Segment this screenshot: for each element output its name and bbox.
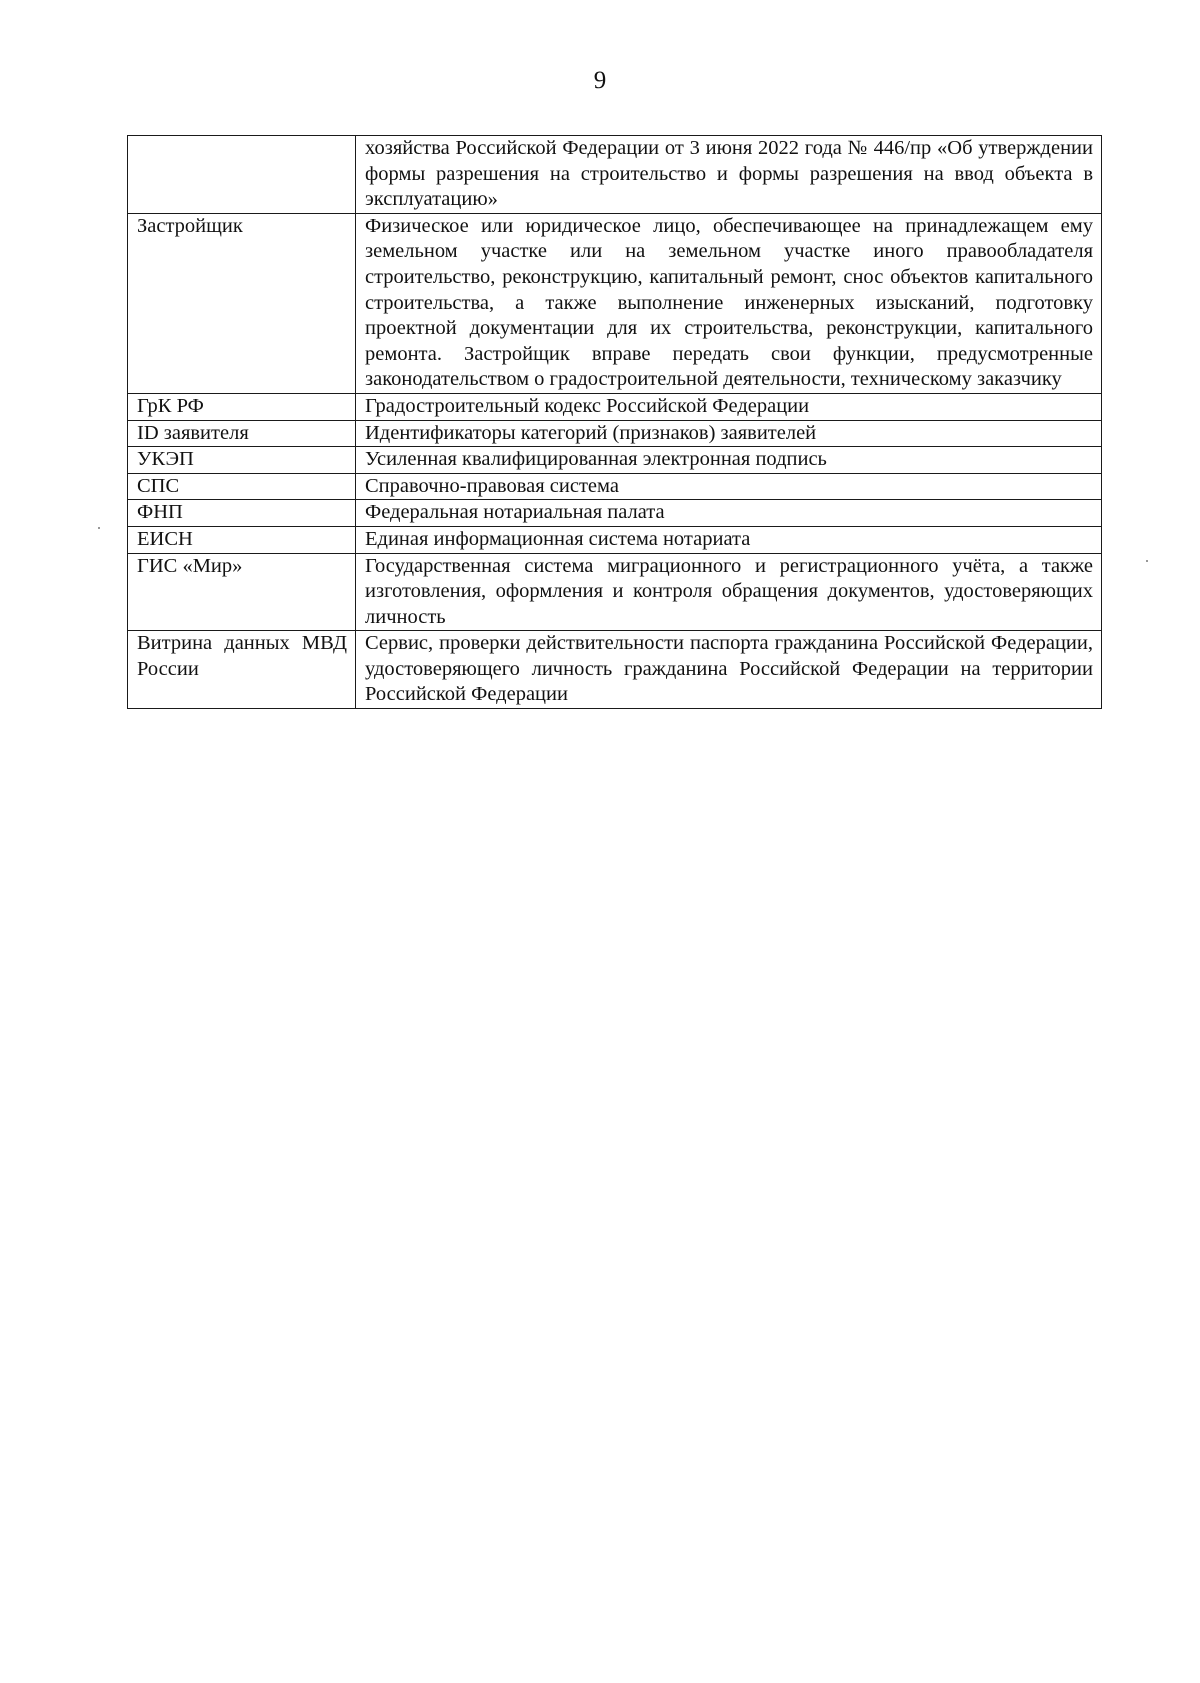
definition-cell: Усиленная квалифицированная электронная подпись: [356, 447, 1102, 474]
definition-cell: Единая информационная система нотариата: [356, 526, 1102, 553]
definition-cell: хозяйства Российской Федерации от 3 июня 2022 года № 446/пр «Об утверждении формы разрешения на строительство и формы разрешения на ввод объекта в эксплуатацию»: [356, 136, 1102, 214]
table-row: [128, 447, 1102, 474]
definition-cell: Справочно-правовая система: [356, 473, 1102, 500]
term-cell: УКЭП: [128, 447, 356, 474]
scan-speck: [1146, 560, 1148, 562]
term-cell: ГИС «Мир»: [128, 553, 356, 631]
table-row: [128, 473, 1102, 500]
definition-cell: Идентификаторы категорий (признаков) заявителей: [356, 420, 1102, 447]
term-cell: ГрК РФ: [128, 393, 356, 420]
table-row: [128, 136, 1102, 214]
definition-cell: Государственная система миграционного и регистрационного учёта, а также изготовления, оформления и контроля обращения документов, удостоверяющих личность: [356, 553, 1102, 631]
term-cell: Витрина данных МВД России: [128, 631, 356, 709]
term-cell: Застройщик: [128, 213, 356, 393]
term-cell: ID заявителя: [128, 420, 356, 447]
definition-cell: Федеральная нотариальная палата: [356, 500, 1102, 527]
page-number: 9: [593, 67, 607, 94]
table-row: [128, 500, 1102, 527]
definition-cell: Физическое или юридическое лицо, обеспечивающее на принадлежащем ему земельном участке или на земельном участке иного правообладателя строительство, реконструкцию, капитальный ремонт, снос объектов капитального строительства, а также выполнение инженерных изысканий, подготовку проектной документации для их строительства, реконструкции, капитального ремонта. Застройщик вправе передать свои функции, предусмотренные законодательством о градостроительной деятельности, техническому заказчику: [356, 213, 1102, 393]
term-cell: ЕИСН: [128, 526, 356, 553]
table-row: [128, 213, 1102, 393]
glossary-table: [127, 135, 1102, 709]
definition-cell: Градостроительный кодекс Российской Федерации: [356, 393, 1102, 420]
table-row: [128, 553, 1102, 631]
table-row: [128, 393, 1102, 420]
scan-speck: [98, 527, 100, 529]
term-cell: [128, 136, 356, 214]
table-row: [128, 420, 1102, 447]
term-cell: СПС: [128, 473, 356, 500]
term-cell: ФНП: [128, 500, 356, 527]
definition-cell: Сервис, проверки действительности паспорта гражданина Российской Федерации, удостоверяющего личность гражданина Российской Федерации на территории Российской Федерации: [356, 631, 1102, 709]
table-row: [128, 526, 1102, 553]
table-row: [128, 631, 1102, 709]
